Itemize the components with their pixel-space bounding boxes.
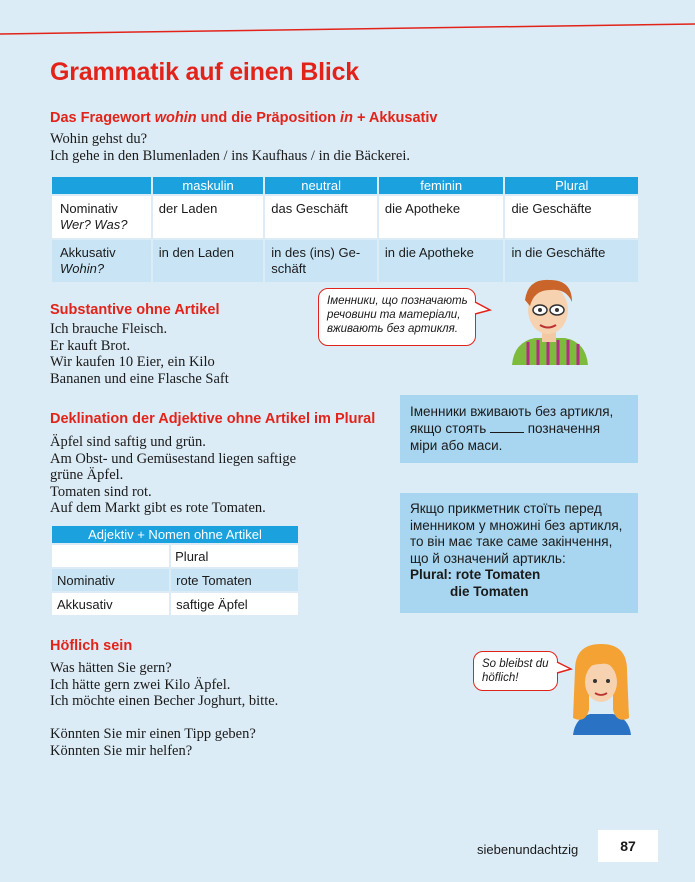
speech-bubble-boy: Іменники, що позначають речовини та матеріали, вживають без артикля. [318, 288, 476, 346]
section2-heading: Substantive ohne Artikel [50, 302, 220, 318]
text-line: Könnten Sie mir einen Tipp geben? [50, 726, 256, 742]
text-line: Er kauft Brot. [50, 337, 131, 354]
table-header-row [52, 177, 638, 194]
page-number: 87 [620, 838, 636, 854]
page-word: siebenundachtzig [477, 842, 579, 857]
top-decorative-line [0, 22, 695, 36]
info-box-adjectives: Якщо прикметник стоїть перед іменником у множині без артикля, то він має таке саме закінчення, що й означений артикль: Plural: rote Tomaten die Tomaten [400, 493, 638, 613]
table-header: neutral [265, 177, 377, 194]
text-line: Auf dem Markt gibt es rote Tomaten. [50, 500, 266, 517]
text-line: Was hätten Sie gern? [50, 660, 172, 676]
table-subheader: Plural [171, 545, 298, 567]
text-line: Ich brauche Fleisch. [50, 321, 168, 337]
row-label: Akkusativ [52, 593, 169, 615]
table-cell: in des (ins) Ge- schäft [265, 240, 377, 282]
text-line: Bananen und eine Flasche Saft [50, 370, 229, 387]
text-line: Ich möchte einen Becher Joghurt, bitte. [50, 693, 279, 710]
info-box-articles: Іменники вживають без артикля, якщо стоять позначення міри або маси. [400, 395, 638, 463]
table-cell: das Geschäft [265, 196, 377, 238]
text-line: Am Obst- und Gemüsestand liegen saftige [50, 450, 297, 467]
text-line: Ich gehe in den Blumenladen / ins Kaufhaus / in die Bäckerei. [50, 147, 410, 164]
adjektiv-nomen-table [50, 524, 300, 617]
text-line: Könnten Sie mir helfen? [50, 742, 193, 759]
table-cell [52, 545, 169, 567]
table-cell: in die Apotheke [379, 240, 504, 282]
boy-illustration [500, 270, 600, 370]
section1-heading: Das Fragewort wohin und die Präposition in + Akkusativ [50, 110, 438, 126]
section1-text [50, 131, 410, 164]
table-row [52, 593, 298, 615]
table-header: Adjektiv + Nomen ohne Artikel [52, 526, 298, 543]
table-header-empty [52, 177, 151, 194]
girl-illustration [565, 640, 637, 735]
text-line: grüne Äpfel. [50, 467, 124, 484]
text-line: Äpfel sind saftig und grün. [50, 434, 206, 450]
row-label: Nominativ Wer? Was? [52, 196, 151, 238]
table-cell: in den Laden [153, 240, 264, 282]
section4-text [50, 660, 278, 710]
section4-heading: Höflich sein [50, 638, 133, 654]
page-title: Grammatik auf einen Blick [50, 58, 360, 86]
table-header: feminin [379, 177, 504, 194]
row-label: Nominativ [52, 569, 169, 591]
bubble-tail [474, 300, 494, 320]
table-cell: saftige Äpfel [171, 593, 298, 615]
table-cell: die Geschäfte [505, 196, 638, 238]
text-line: Tomaten sind rot. [50, 483, 152, 500]
table-header-row [52, 526, 298, 543]
table-header: Plural [505, 177, 638, 194]
text-line: Wohin gehst du? [50, 131, 148, 147]
wohin-akkusativ-table [50, 175, 640, 284]
table-cell: die Apotheke [379, 196, 504, 238]
section2-text [50, 321, 229, 387]
table-header: maskulin [153, 177, 264, 194]
table-row [52, 569, 298, 591]
table-cell: in die Geschäfte [505, 240, 638, 282]
section3-heading: Deklination der Adjektive ohne Artikel im Plural [50, 411, 376, 427]
section3-text [50, 434, 296, 517]
table-cell: rote Tomaten [171, 569, 298, 591]
table-cell: der Laden [153, 196, 264, 238]
fill-in-blank[interactable] [490, 421, 524, 433]
table-row [52, 196, 638, 238]
speech-bubble-girl: So bleibst du höflich! [473, 651, 558, 691]
text-line: Ich hätte gern zwei Kilo Äpfel. [50, 676, 231, 693]
text-line: Wir kaufen 10 Eier, ein Kilo [50, 354, 215, 371]
table-row [52, 545, 298, 567]
row-label: Akkusativ Wohin? [52, 240, 151, 282]
section4-text-2 [50, 726, 256, 759]
